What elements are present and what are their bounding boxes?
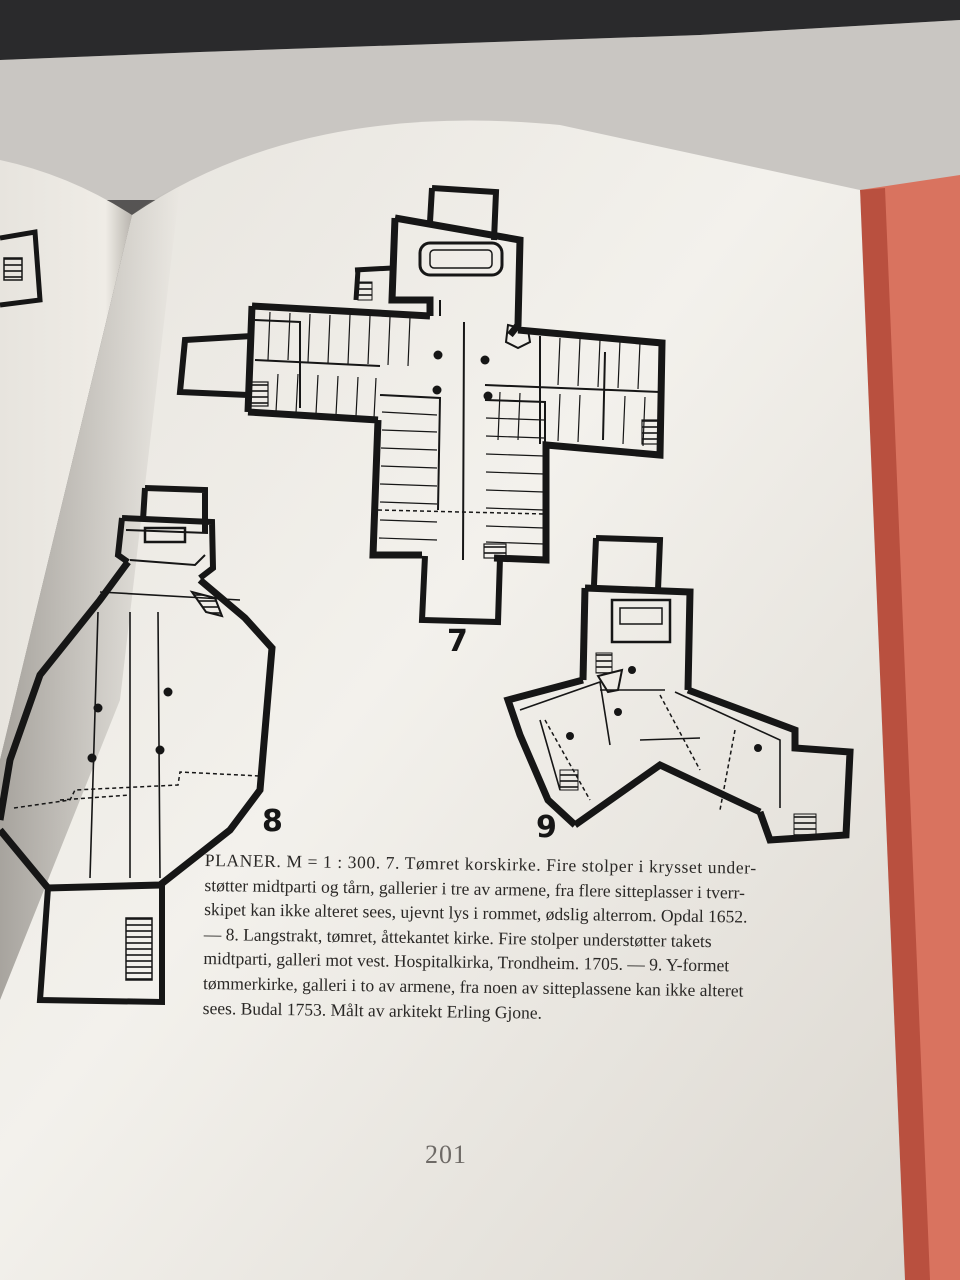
caption-line: skipet kan ikke alteret sees, ujevnt lys i rommet, ødslig alterrom. Opdal 1652. [204,899,748,927]
figure-label-9: 9 [536,810,557,845]
figure-caption [203,848,925,1030]
caption-line: PLANER. M = 1 : 300. 7. Tømret korskirke. Fire stolper i krysset under- [204,849,757,878]
page-number: 201 [425,1140,467,1169]
caption-line: sees. Budal 1753. Målt av arkitekt Erling Gjone. [202,997,543,1023]
caption-line: tømmerkirke, galleri i to av armene, fra noen av sitteplassene kan ikke alteret [202,972,744,1001]
caption-line: midtparti, galleri mot vest. Hospitalkirka, Trondheim. 1705. — 9. Y-formet [203,948,730,976]
figure-label-8: 8 [262,804,283,839]
caption-line: — 8. Langstrakt, tømret, åttekantet kirke. Fire stolper understøtter takets [203,923,712,951]
caption-line: støtter midtparti og tårn, gallerier i tre av armene, fra flere sitteplasser i tverr- [204,874,746,903]
figure-label-7: 7 [447,624,468,659]
